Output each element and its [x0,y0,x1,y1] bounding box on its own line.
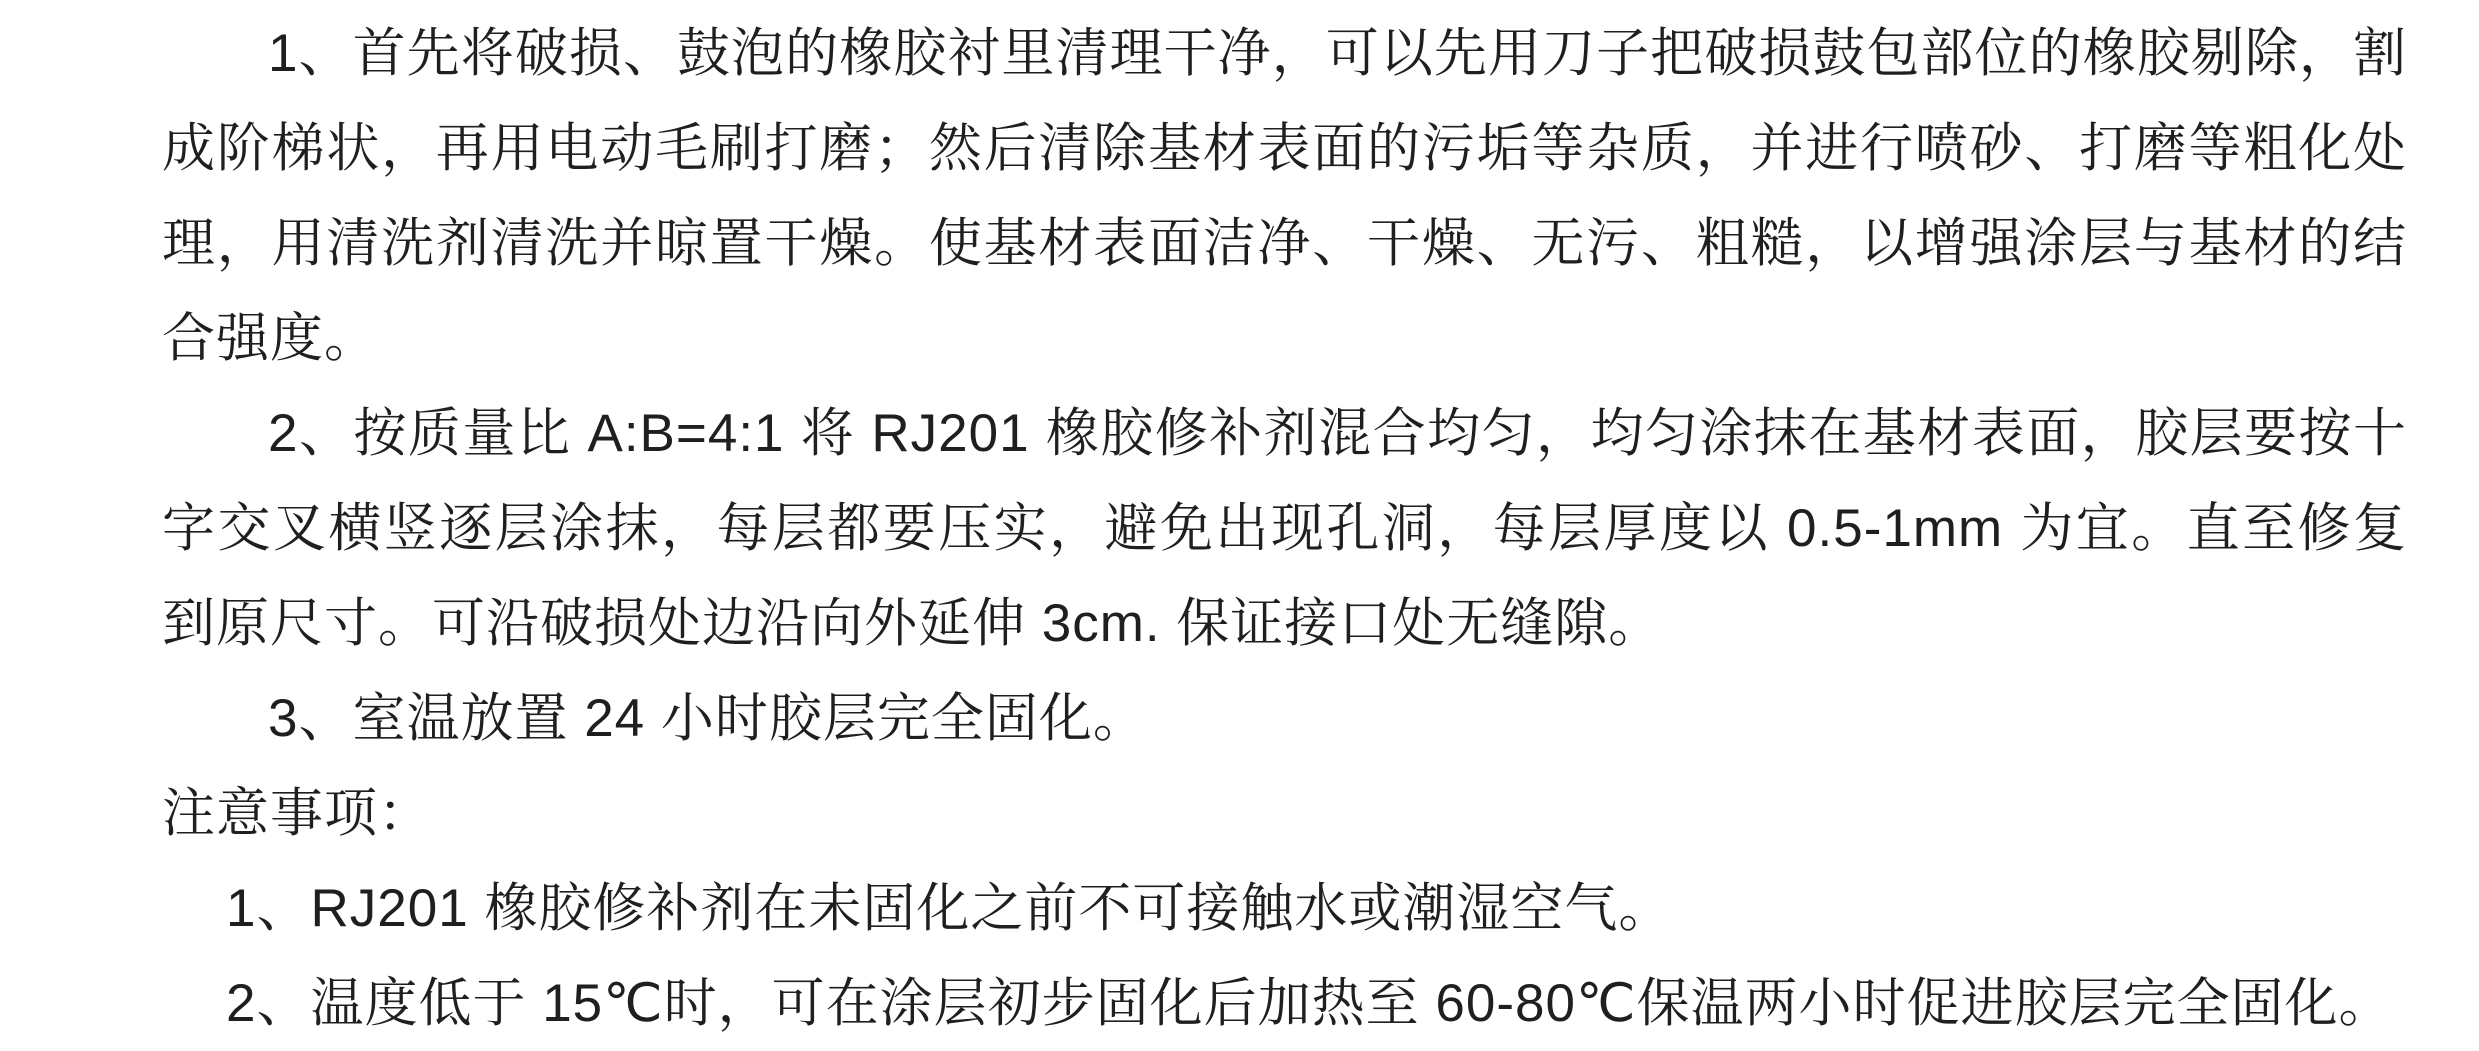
paragraph-step-3: 3、室温放置 24 小时胶层完全固化。 [268,689,1147,748]
paragraph-note-1: 1、RJ201 橡胶修补剂在未固化之前不可接触水或潮湿空气。 [226,879,1673,938]
paragraph-note-2: 2、温度低于 15℃时，可在涂层初步固化后加热至 60-80℃保温两小时促进胶层完全固化。 [226,974,2393,1033]
notes-heading: 注意事项： [162,784,432,843]
paragraph-step-2: 2、按质量比 A:B=4:1 将 RJ201 橡胶修补剂混合均匀，均匀涂抹在基材表面，胶层要按十字交叉横竖逐层涂抹，每层都要压实，避免出现孔洞，每层厚度以 0.5-1mm 为宜。直至修复到原尺寸。可沿破损处边沿向外延伸 3cm. 保证接口处无缝隙。 [162,404,2407,653]
paragraph-step-1: 1、首先将破损、鼓泡的橡胶衬里清理干净，可以先用刀子把破损鼓包部位的橡胶剔除，割成阶梯状，再用电动毛刷打磨；然后清除基材表面的污垢等杂质，并进行喷砂、打磨等粗化处理，用清洗剂清洗并晾置干燥。使基材表面洁净、干燥、无污、粗糙，以增强涂层与基材的结合强度。 [162,24,2407,368]
